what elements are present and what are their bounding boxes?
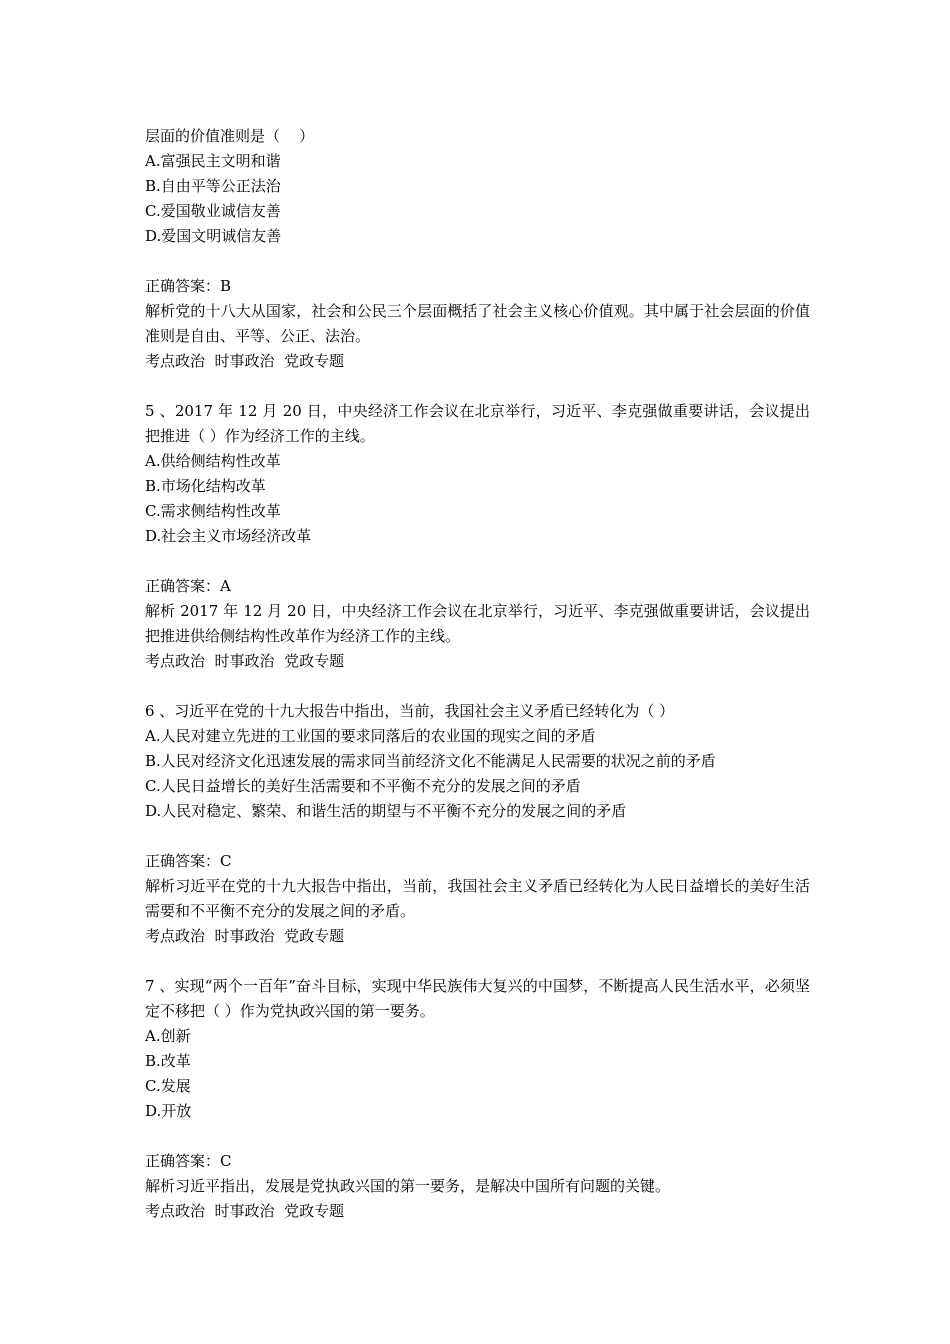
analysis: 解析习近平指出，发展是党执政兴国的第一要务，是解决中国所有问题的关键。: [145, 1177, 671, 1195]
spacer: [145, 674, 810, 699]
spacer: [145, 549, 810, 574]
tags: 考点政治 时事政治 党政专题: [145, 927, 345, 945]
option-b: B.自由平等公正法治: [145, 177, 281, 195]
option-c: C.人民日益增长的美好生活需要和不平衡不充分的发展之间的矛盾: [145, 777, 581, 795]
spacer: [145, 1124, 810, 1149]
option-b: B.改革: [145, 1052, 191, 1070]
question-stem: 7 、实现“两个一百年”奋斗目标，实现中华民族伟大复兴的中国梦，不断提高人民生活水平，必须坚定不移把（ ）作为党执政兴国的第一要务。: [145, 977, 810, 1020]
analysis: 解析习近平在党的十九大报告中指出，当前，我国社会主义矛盾已经转化为人民日益增长的美好生活需要和不平衡不充分的发展之间的矛盾。: [145, 877, 810, 920]
question-7: [145, 974, 810, 1224]
option-c: C.需求侧结构性改革: [145, 502, 281, 520]
spacer: [145, 949, 810, 974]
question-stem: 6 、习近平在党的十九大报告中指出，当前，我国社会主义矛盾已经转化为（ ）: [145, 702, 675, 720]
document-page: [145, 124, 810, 1224]
spacer: [145, 374, 810, 399]
option-a: A.创新: [145, 1027, 191, 1045]
option-d: D.社会主义市场经济改革: [145, 527, 312, 545]
analysis: 解析 2017 年 12 月 20 日，中央经济工作会议在北京举行，习近平、李克强做重要讲话，会议提出把推进供给侧结构性改革作为经济工作的主线。: [145, 602, 810, 645]
option-d: D.人民对稳定、繁荣、和谐生活的期望与不平衡不充分的发展之间的矛盾: [145, 802, 627, 820]
option-a: A.供给侧结构性改革: [145, 452, 281, 470]
option-b: B.人民对经济文化迅速发展的需求同当前经济文化不能满足人民需要的状况之前的矛盾: [145, 752, 716, 770]
analysis: 解析党的十八大从国家，社会和公民三个层面概括了社会主义核心价值观。其中属于社会层面的价值准则是自由、平等、公正、法治。: [145, 302, 810, 345]
correct-answer: 正确答案：A: [145, 577, 231, 595]
question-stem-tail: 层面的价值准则是（ ）: [145, 127, 315, 145]
option-a: A.富强民主文明和谐: [145, 152, 281, 170]
spacer: [145, 249, 810, 274]
question-fragment: [145, 124, 810, 399]
correct-answer: 正确答案：C: [145, 852, 232, 870]
option-c: C.发展: [145, 1077, 191, 1095]
option-d: D.开放: [145, 1102, 192, 1120]
correct-answer: 正确答案：C: [145, 1152, 232, 1170]
option-c: C.爱国敬业诚信友善: [145, 202, 281, 220]
correct-answer: 正确答案：B: [145, 277, 232, 295]
question-6: [145, 699, 810, 974]
option-d: D.爱国文明诚信友善: [145, 227, 282, 245]
question-5: [145, 399, 810, 699]
option-a: A.人民对建立先进的工业国的要求同落后的农业国的现实之间的矛盾: [145, 727, 596, 745]
spacer: [145, 824, 810, 849]
tags: 考点政治 时事政治 党政专题: [145, 1202, 345, 1220]
option-b: B.市场化结构改革: [145, 477, 266, 495]
tags: 考点政治 时事政治 党政专题: [145, 352, 345, 370]
tags: 考点政治 时事政治 党政专题: [145, 652, 345, 670]
question-stem: 5 、2017 年 12 月 20 日，中央经济工作会议在北京举行，习近平、李克强做重要讲话，会议提出把推进（ ）作为经济工作的主线。: [145, 402, 810, 445]
